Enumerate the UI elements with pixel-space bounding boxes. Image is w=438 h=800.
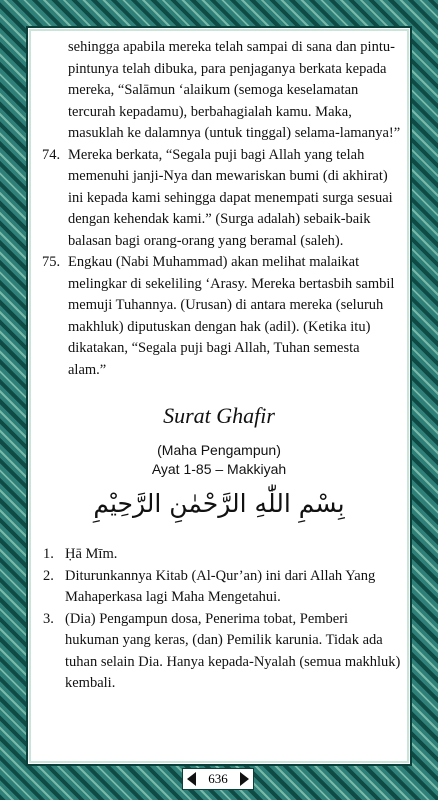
verse-number: 1. <box>43 546 54 562</box>
quran-page <box>33 33 405 759</box>
verse-75 <box>33 252 405 381</box>
verse-74 <box>33 145 405 253</box>
verse-number: 74. <box>42 146 61 163</box>
verse-text: (Dia) Pengampun dosa, Penerima tobat, Pemberi hukuman yang keras, (dan) Pemilik karunia. Tidak ada tuhan selain Dia. Hanya kepada-Nyalah (semua makhluk) kembali. <box>65 610 401 691</box>
verse-list <box>33 544 405 695</box>
verse-2 <box>33 566 405 609</box>
verse-text: Mereka berkata, “Segala puji bagi Allah yang telah memenuhi janji-Nya dan mewariskan bumi (di akhirat) ini kepada kami sehingga dapat menempati surga sesuai dengan kehendak kami.” (Surga adalah) sebaik-baik balasan bagi orang-orang yang beramal (saleh). <box>68 146 393 249</box>
triangle-right-icon[interactable] <box>240 772 249 786</box>
triangle-left-icon[interactable] <box>187 772 196 786</box>
verse-number: 3. <box>43 610 54 627</box>
page-number: 636 <box>208 771 228 786</box>
surah-info: Ayat 1-85 – Makkiyah <box>151 460 287 477</box>
basmala: بِسْمِ اللّٰهِ الرَّحْمٰنِ الرَّحِيْمِ <box>93 488 345 518</box>
verse-number: 75. <box>42 254 61 270</box>
verse-text: Engkau (Nabi Muhammad) akan melihat malaikat melingkar di sekeliling ‘Arasy. Mereka bertasbih sambil memuji Tuhannya. (Urusan) di antara mereka (seluruh makhluk) diputuskan dengan hak (adil). (Ketika itu) dikatakan, “Segala puji bagi Allah, Tuhan semesta alam.” <box>68 254 395 378</box>
verse-number: 2. <box>43 567 54 584</box>
page-navigator <box>182 768 254 790</box>
verse-3 <box>33 609 405 695</box>
verse-text: Ḥā Mīm. <box>65 546 118 562</box>
verse-text: Diturunkannya Kitab (Al-Qur’an) ini dari Allah Yang Mahaperkasa lagi Maha Mengetahui. <box>65 567 376 605</box>
verse-1 <box>33 544 405 566</box>
surah-meaning: (Maha Pengampun) <box>157 441 281 458</box>
verse-continuation: sehingga apabila mereka telah sampai di sana dan pintu-pintunya telah dibuka, para penjaganya berkata kepada mereka, “Salāmun ‘alaikum (semoga keselamatan tercurah kepadamu), berbahagialah kamu. Maka, masuklah ke dalamnya (untuk tinggal) selama-lamanya!” <box>68 39 401 141</box>
surah-title: Surat Ghafir <box>163 403 275 428</box>
